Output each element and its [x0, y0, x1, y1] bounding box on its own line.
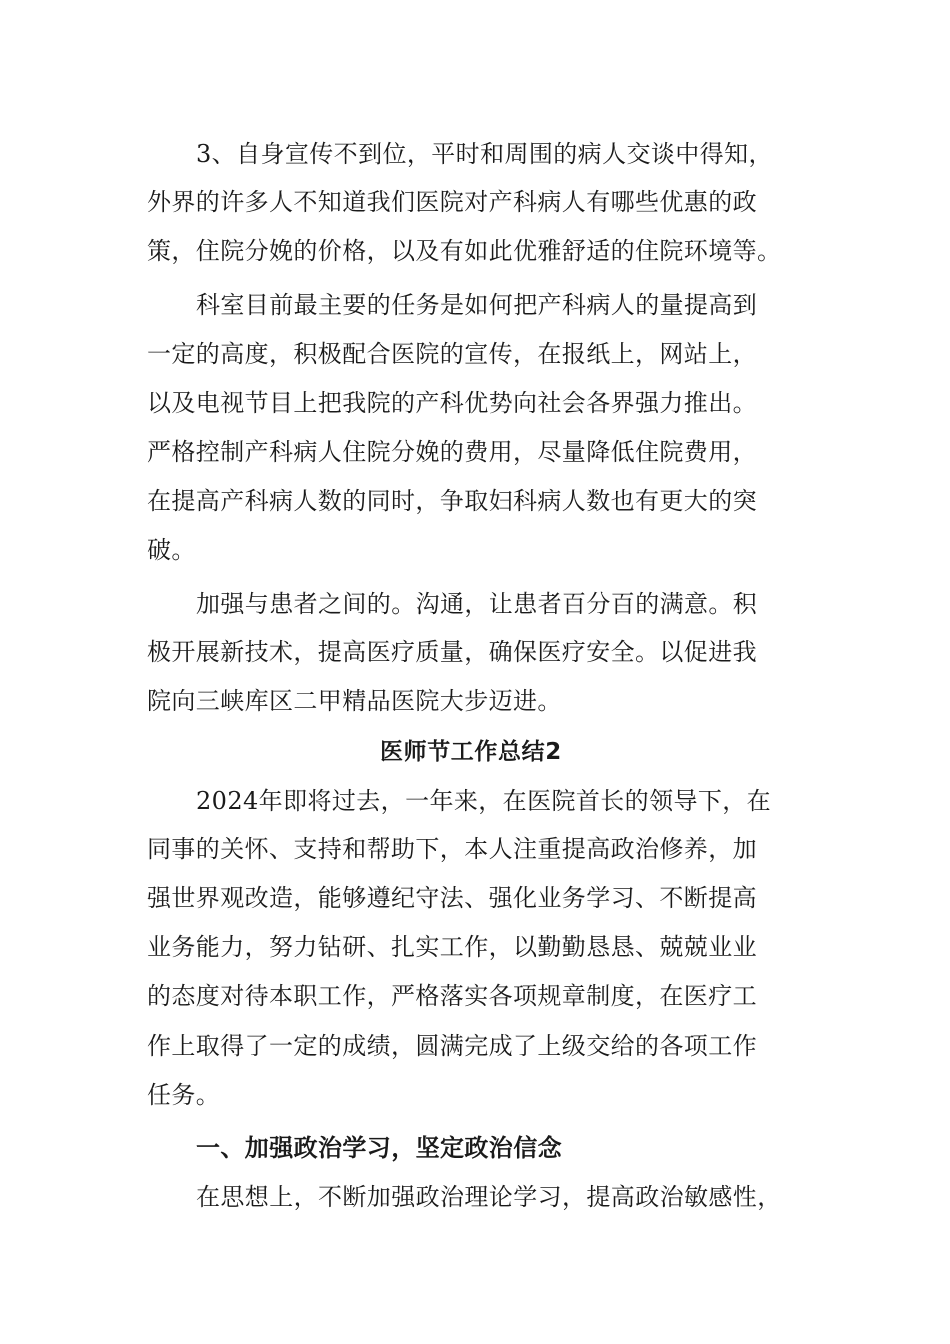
paragraph-line: 在思想上，不断加强政治理论学习，提高政治敏感性，	[196, 1183, 782, 1211]
paragraph-line: 极开展新技术，提高医疗质量，确保医疗安全。以促进我	[147, 638, 757, 666]
paragraph-line: 科室目前最主要的任务是如何把产科病人的量提高到	[196, 291, 758, 319]
paragraph-line: 2024年即将过去，一年来，在医院首长的领导下，在	[196, 787, 772, 815]
paragraph-line: 以及电视节目上把我院的产科优势向社会各界强力推出。	[147, 389, 757, 417]
paragraph-line: 策，住院分娩的价格，以及有如此优雅舒适的住院环境等。	[147, 237, 782, 265]
paragraph-line: 院向三峡库区二甲精品医院大步迈进。	[147, 687, 562, 715]
subheading: 一、加强政治学习，坚定政治信念	[196, 1134, 562, 1162]
paragraph-line: 一定的高度，积极配合医院的宣传，在报纸上，网站上，	[147, 340, 757, 368]
paragraph-line: 同事的关怀、支持和帮助下，本人注重提高政治修养，加	[147, 835, 757, 863]
section-title: 医师节工作总结2	[380, 739, 562, 765]
paragraph-line: 外界的许多人不知道我们医院对产科病人有哪些优惠的政	[147, 188, 757, 216]
paragraph-line: 作上取得了一定的成绩，圆满完成了上级交给的各项工作	[147, 1032, 757, 1060]
paragraph-line: 加强与患者之间的。沟通，让患者百分百的满意。积	[196, 590, 758, 618]
paragraph-line: 在提高产科病人数的同时，争取妇科病人数也有更大的突	[147, 487, 757, 515]
paragraph-line: 破。	[147, 536, 196, 564]
paragraph-line: 业务能力，努力钻研、扎实工作，以勤勤恳恳、兢兢业业	[147, 933, 757, 961]
paragraph-line: 强世界观改造，能够遵纪守法、强化业务学习、不断提高	[147, 884, 757, 912]
paragraph-line: 的态度对待本职工作，严格落实各项规章制度，在医疗工	[147, 982, 757, 1010]
paragraph-line: 3、自身宣传不到位，平时和周围的病人交谈中得知，	[196, 140, 773, 168]
paragraph-line: 严格控制产科病人住院分娩的费用，尽量降低住院费用，	[147, 438, 757, 466]
paragraph-line: 任务。	[147, 1081, 221, 1109]
